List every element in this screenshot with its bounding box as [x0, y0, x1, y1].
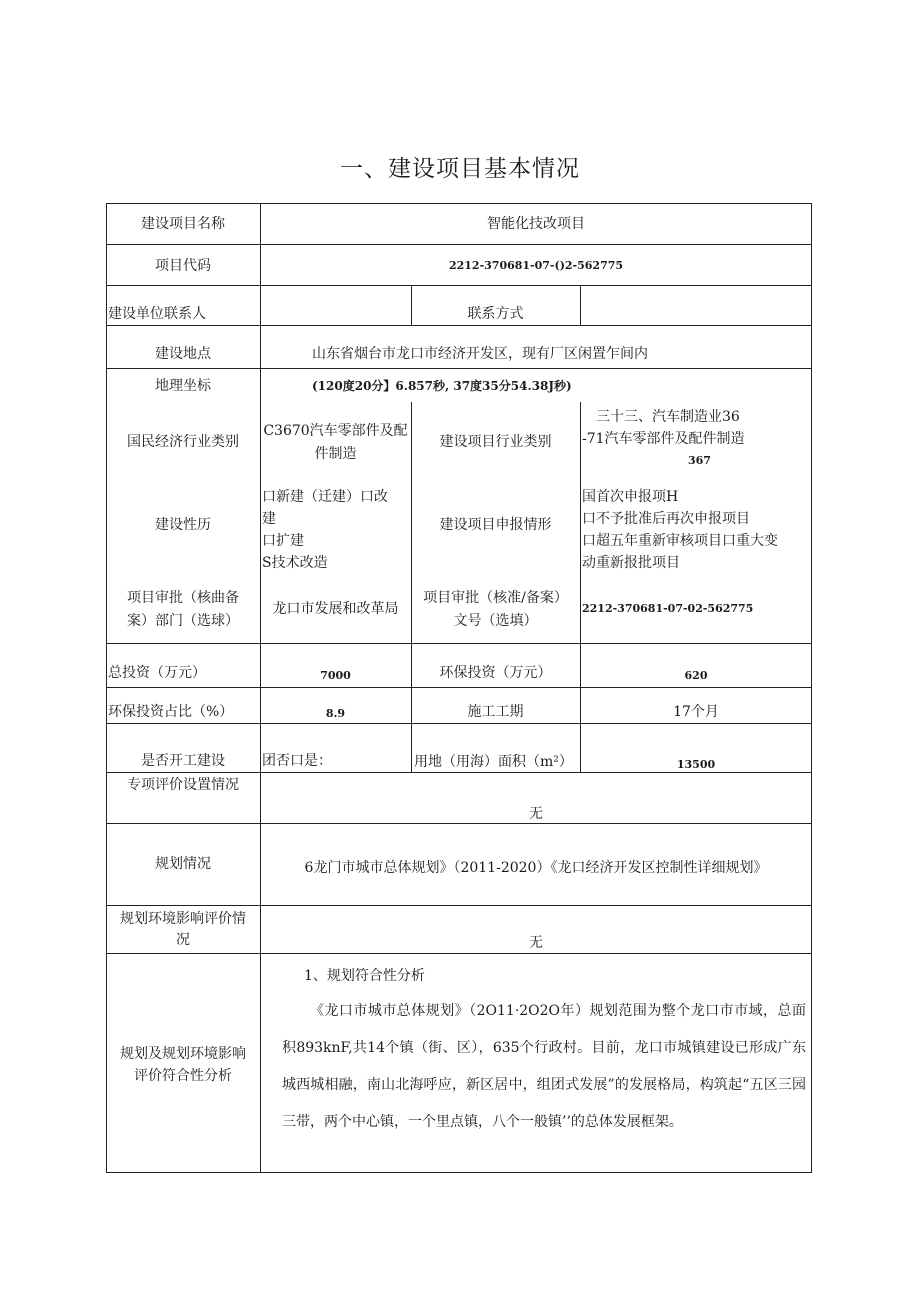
- env-investment-label: 环保投资（万元）: [439, 665, 552, 681]
- special-eval-label: 专项评价设置情况: [127, 777, 239, 793]
- total-investment-label: 总投资（万元）: [108, 665, 206, 681]
- row-divider: [106, 723, 812, 724]
- started-value: 团否口是：: [262, 753, 332, 769]
- row-divider: [106, 643, 812, 644]
- coordinates-label: 地理坐标: [155, 378, 211, 394]
- row-divider: [106, 244, 812, 245]
- total-investment-value: 7000: [320, 669, 351, 682]
- declaration-option: 口不予批准后再次申报项目: [582, 511, 750, 527]
- approval-number-label: 项目审批（核准/备案）: [423, 590, 568, 606]
- project-industry-line: 367: [688, 454, 711, 467]
- project-code-label: 项目代码: [155, 258, 211, 274]
- row-divider: [106, 325, 812, 326]
- contact-person-label: 建设单位联系人: [108, 306, 206, 322]
- column-divider: [260, 203, 261, 1173]
- project-industry-line: -71汽车零部件及配件制造: [582, 431, 745, 447]
- approval-number-label: 文号（选填）: [453, 613, 538, 629]
- declaration-type-label: 建设项目申报情形: [439, 517, 552, 533]
- approval-number-value: 2212-370681-07-02-562775: [582, 602, 754, 615]
- env-ratio-label: 环保投资占比（%）: [108, 704, 234, 720]
- env-investment-value: 620: [684, 669, 708, 682]
- conformity-body: [282, 993, 806, 1141]
- nature-option: 口新建（迁建）口改: [262, 489, 388, 505]
- special-eval-value: 无: [529, 806, 543, 822]
- declaration-option: 口超五年重新审核项目口重大变: [582, 533, 778, 549]
- env-ratio-value: 8.9: [325, 707, 346, 720]
- conformity-paragraph: 《龙口市城市总体规划》（2O11·2O2O年）规划范围为整个龙口市市域，总面积893knF,共14个镇（街、区），635个行政村。目前，龙口市城镇建设已形成广东城西城相融，南山北海呼应，新区居中，组团式发展”的发展格局，构筑起“五区三园三带，两个中心镇，一个里点镇，八个一般镇’’的总体发展框架。: [282, 1003, 806, 1130]
- started-label: 是否开工建设: [141, 753, 225, 769]
- location-value: 山东省烟台市龙口市经济开发区，现有厂区闲置乍间内: [312, 346, 648, 362]
- contact-method-label: 联系方式: [467, 306, 524, 322]
- industry-category-line: 件制造: [314, 446, 357, 462]
- planning-eia-label: 规划环境影响评价情: [120, 911, 246, 927]
- nature-option: S技术改造: [262, 555, 328, 571]
- project-code-value: 2212-370681-07-()2-562775: [448, 259, 624, 272]
- conformity-heading: 1、规划符合性分析: [304, 968, 425, 984]
- project-name-label: 建设项目名称: [141, 216, 225, 232]
- nature-option: 建: [262, 511, 276, 527]
- planning-eia-label: 况: [176, 932, 190, 948]
- construction-nature-label: 建设性历: [155, 517, 211, 533]
- conformity-label: 规划及规划环境影响: [120, 1046, 246, 1062]
- planning-label: 规划情况: [155, 856, 211, 872]
- approval-dept-label: 项目审批（核曲备: [127, 590, 239, 606]
- industry-category-label: 国民经济行业类别: [127, 434, 239, 450]
- nature-option: 口扩建: [262, 533, 304, 549]
- page-title: 一、建设项目基本情况: [340, 156, 580, 182]
- project-industry-label: 建设项目行业类别: [439, 434, 552, 450]
- construction-period-value: 17个月: [673, 704, 719, 720]
- land-area-value: 13500: [676, 758, 716, 771]
- row-divider: [106, 687, 812, 688]
- industry-category-line: C3670汽车零部件及配: [263, 423, 408, 439]
- project-name-value: 智能化技改项目: [487, 216, 585, 232]
- approval-dept-value: 龙口市发展和改革局: [272, 601, 399, 617]
- conformity-label: 评价符合性分析: [134, 1068, 232, 1084]
- declaration-option: 动重新报批项目: [582, 555, 680, 571]
- row-divider: [106, 368, 812, 369]
- approval-dept-label: 案）部门（选球）: [127, 613, 239, 629]
- row-divider: [106, 905, 812, 906]
- project-industry-line: 三十三、汽车制造业36: [596, 409, 740, 425]
- column-divider: [580, 285, 581, 325]
- location-label: 建设地点: [155, 346, 211, 362]
- coordinates-value: (120度20分】6.857秒, 37度35分54.38J秒): [312, 379, 572, 393]
- row-divider: [106, 285, 812, 286]
- declaration-option: 国首次申报项H: [582, 489, 679, 505]
- land-area-label: 用地（用海）面积（m²）: [414, 754, 573, 770]
- construction-period-label: 施工工期: [467, 704, 524, 720]
- planning-value: 6龙门市城市总体规划》（2011-2020）《龙口经济开发区控制性详细规划》: [304, 860, 768, 876]
- planning-eia-value: 无: [529, 935, 543, 951]
